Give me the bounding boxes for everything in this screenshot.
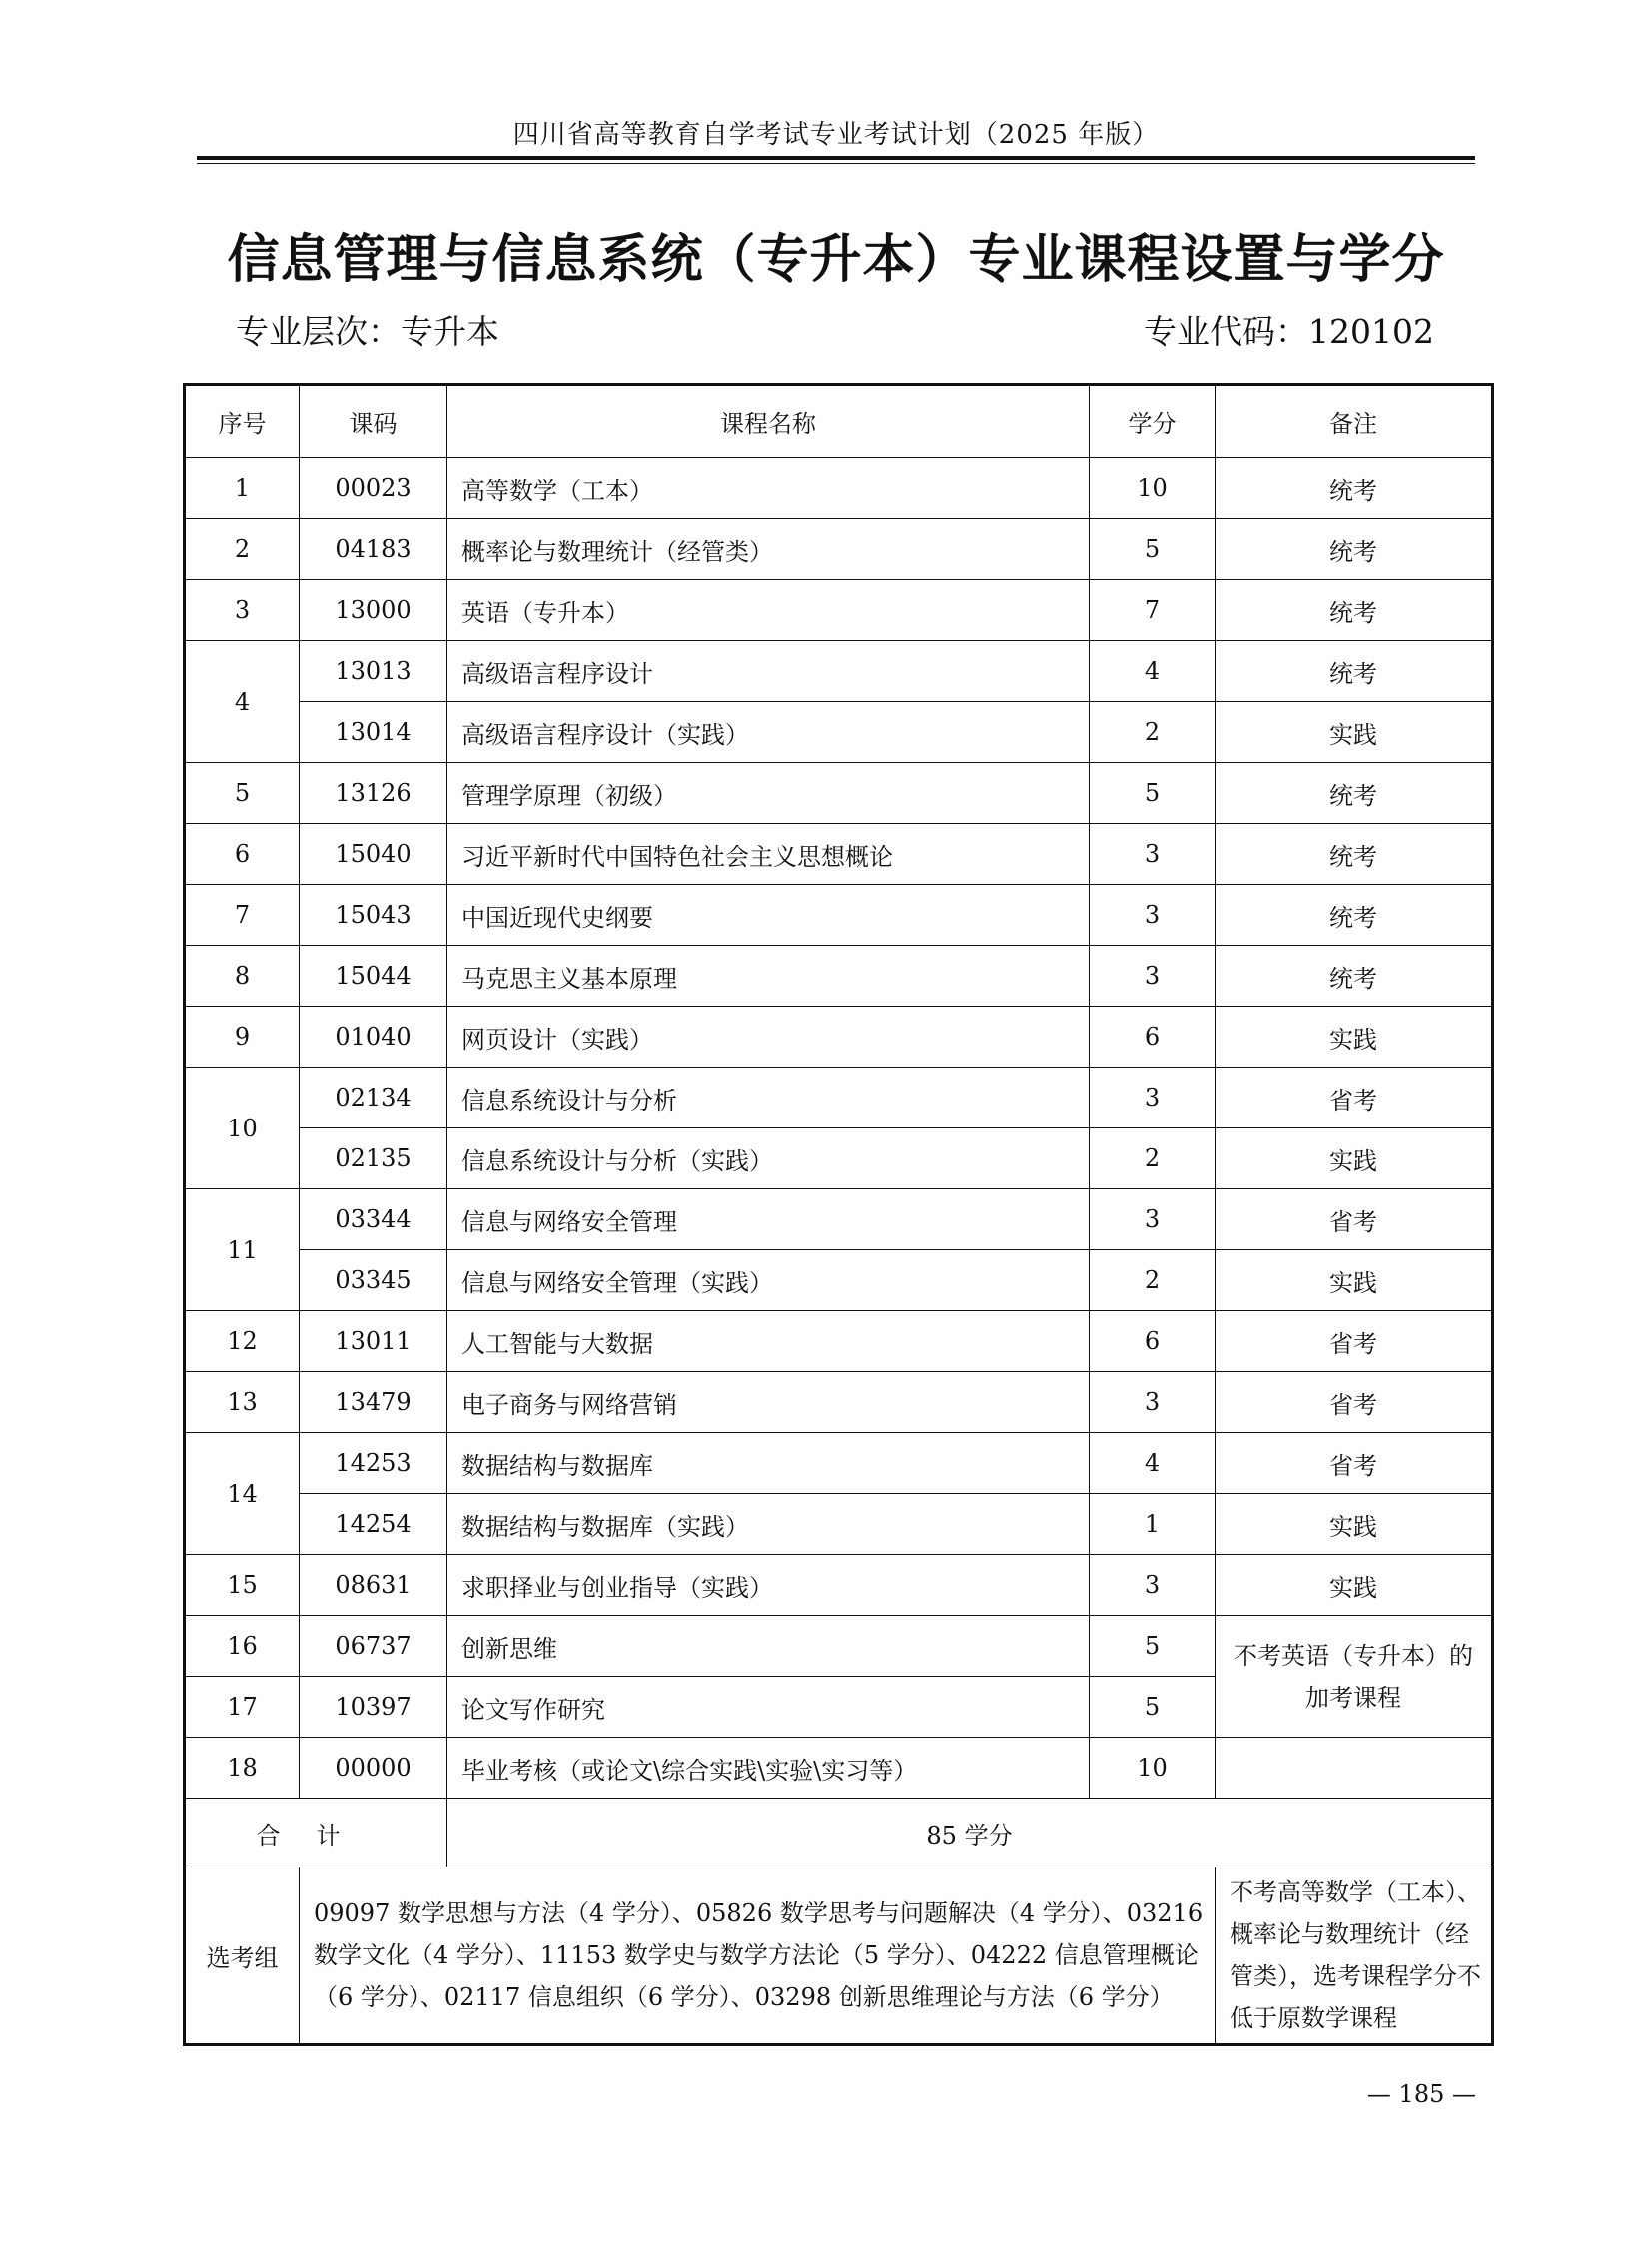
table-row [185, 1007, 1493, 1068]
note-cell: 实践 [1216, 1007, 1493, 1068]
elective-label: 选考组 [185, 1868, 300, 2045]
name-cell: 求职择业与创业指导（实践） [447, 1555, 1090, 1616]
credits-cell: 3 [1090, 1068, 1216, 1128]
code-cell: 02134 [300, 1068, 447, 1128]
code-cell: 13000 [300, 580, 447, 641]
name-cell: 电子商务与网络营销 [447, 1372, 1090, 1433]
code-cell: 15040 [300, 824, 447, 885]
credits-cell: 2 [1090, 702, 1216, 763]
table-row [185, 1738, 1493, 1799]
column-header-credits: 学分 [1090, 385, 1216, 458]
credits-cell: 10 [1090, 1738, 1216, 1799]
code-cell: 14253 [300, 1433, 447, 1494]
table-row [185, 946, 1493, 1007]
credits-cell: 5 [1090, 1677, 1216, 1738]
table-row [185, 702, 1493, 763]
column-header-code: 课码 [300, 385, 447, 458]
major-level-value: 专升本 [401, 312, 499, 351]
table-row [185, 580, 1493, 641]
seq-cell: 1 [185, 458, 300, 519]
note-cell: 统考 [1216, 519, 1493, 580]
table-row [185, 1433, 1493, 1494]
credits-cell: 7 [1090, 580, 1216, 641]
code-cell: 10397 [300, 1677, 447, 1738]
seq-cell: 6 [185, 824, 300, 885]
note-cell: 省考 [1216, 1311, 1493, 1372]
table-row [185, 763, 1493, 824]
code-cell: 15044 [300, 946, 447, 1007]
column-header-name: 课程名称 [447, 385, 1090, 458]
credits-cell: 5 [1090, 763, 1216, 824]
page-number: — 185 — [1366, 2080, 1476, 2108]
table-row [185, 458, 1493, 519]
name-cell: 高级语言程序设计 [447, 641, 1090, 702]
name-cell: 管理学原理（初级） [447, 763, 1090, 824]
seq-cell: 8 [185, 946, 300, 1007]
seq-cell: 13 [185, 1372, 300, 1433]
credits-cell: 1 [1090, 1494, 1216, 1555]
elective-row [185, 1868, 1493, 2045]
seq-cell: 12 [185, 1311, 300, 1372]
table-row [185, 1068, 1493, 1128]
code-cell: 13126 [300, 763, 447, 824]
seq-cell: 18 [185, 1738, 300, 1799]
course-table [183, 383, 1494, 2046]
code-cell: 06737 [300, 1616, 447, 1677]
seq-cell: 2 [185, 519, 300, 580]
credits-cell: 5 [1090, 1616, 1216, 1677]
note-cell: 统考 [1216, 946, 1493, 1007]
note-cell: 实践 [1216, 1128, 1493, 1189]
note-cell: 统考 [1216, 458, 1493, 519]
name-cell: 高等数学（工本） [447, 458, 1090, 519]
note-cell: 省考 [1216, 1433, 1493, 1494]
credits-cell: 3 [1090, 1189, 1216, 1250]
total-label: 合计 [185, 1799, 447, 1868]
credits-cell: 3 [1090, 1372, 1216, 1433]
major-level-label: 专业层次： [236, 312, 401, 351]
code-cell: 13013 [300, 641, 447, 702]
note-cell: 省考 [1216, 1068, 1493, 1128]
elective-courses: 09097 数学思想与方法（4 学分）、05826 数学思考与问题解决（4 学分）、03216 数学文化（4 学分）、11153 数学史与数学方法论（5 学分）、04222 信息管理概论（6 学分）、02117 信息组织（6 学分）、03298 创新思维理论与方法（6 学分） [300, 1868, 1216, 2045]
name-cell: 毕业考核（或论文\综合实践\实验\实习等） [447, 1738, 1090, 1799]
seq-cell: 5 [185, 763, 300, 824]
name-cell: 习近平新时代中国特色社会主义思想概论 [447, 824, 1090, 885]
note-cell-merged: 不考英语（专升本）的加考课程 [1216, 1616, 1493, 1738]
name-cell: 信息与网络安全管理 [447, 1189, 1090, 1250]
note-cell: 实践 [1216, 702, 1493, 763]
seq-cell: 16 [185, 1616, 300, 1677]
credits-cell: 3 [1090, 885, 1216, 946]
meta-row [236, 310, 1434, 354]
code-cell: 00000 [300, 1738, 447, 1799]
name-cell: 信息与网络安全管理（实践） [447, 1250, 1090, 1311]
credits-cell: 4 [1090, 641, 1216, 702]
code-cell: 01040 [300, 1007, 447, 1068]
table-row [185, 1311, 1493, 1372]
seq-cell: 17 [185, 1677, 300, 1738]
table-header-row [185, 385, 1493, 458]
page-title: 信息管理与信息系统（专升本）专业课程设置与学分 [227, 230, 1445, 290]
table-row [185, 1494, 1493, 1555]
table-row [185, 1128, 1493, 1189]
code-cell: 15043 [300, 885, 447, 946]
note-cell: 实践 [1216, 1250, 1493, 1311]
header-rule-thin [197, 163, 1475, 164]
table-row [185, 1372, 1493, 1433]
name-cell: 信息系统设计与分析 [447, 1068, 1090, 1128]
credits-cell: 5 [1090, 519, 1216, 580]
total-value: 85 学分 [447, 1799, 1493, 1868]
name-cell: 马克思主义基本原理 [447, 946, 1090, 1007]
seq-cell: 11 [185, 1189, 300, 1311]
running-header: 四川省高等教育自学考试专业考试计划（2025 年版） [512, 120, 1160, 150]
name-cell: 网页设计（实践） [447, 1007, 1090, 1068]
table-row [185, 1616, 1493, 1677]
column-header-note: 备注 [1216, 385, 1493, 458]
name-cell: 数据结构与数据库 [447, 1433, 1090, 1494]
note-cell: 统考 [1216, 580, 1493, 641]
major-code [1144, 310, 1434, 354]
name-cell: 创新思维 [447, 1616, 1090, 1677]
seq-cell: 14 [185, 1433, 300, 1555]
credits-cell: 4 [1090, 1433, 1216, 1494]
credits-cell: 10 [1090, 458, 1216, 519]
name-cell: 英语（专升本） [447, 580, 1090, 641]
code-cell: 13011 [300, 1311, 447, 1372]
table-row [185, 885, 1493, 946]
note-cell: 统考 [1216, 641, 1493, 702]
note-cell: 实践 [1216, 1494, 1493, 1555]
credits-cell: 2 [1090, 1250, 1216, 1311]
table-row [185, 824, 1493, 885]
credits-cell: 3 [1090, 946, 1216, 1007]
major-level [236, 310, 499, 354]
credits-cell: 3 [1090, 1555, 1216, 1616]
seq-cell: 7 [185, 885, 300, 946]
note-cell: 省考 [1216, 1372, 1493, 1433]
note-cell [1216, 1738, 1493, 1799]
table-row [185, 1555, 1493, 1616]
note-cell: 统考 [1216, 824, 1493, 885]
header-rule [197, 156, 1475, 160]
name-cell: 人工智能与大数据 [447, 1311, 1090, 1372]
name-cell: 论文写作研究 [447, 1677, 1090, 1738]
credits-cell: 3 [1090, 824, 1216, 885]
elective-note: 不考高等数学（工本）、概率论与数理统计（经管类），选考课程学分不低于原数学课程 [1216, 1868, 1493, 2045]
code-cell: 03345 [300, 1250, 447, 1311]
credits-cell: 6 [1090, 1007, 1216, 1068]
seq-cell: 3 [185, 580, 300, 641]
code-cell: 03344 [300, 1189, 447, 1250]
code-cell: 00023 [300, 458, 447, 519]
major-code-value: 120102 [1308, 312, 1434, 351]
seq-cell: 10 [185, 1068, 300, 1189]
seq-cell: 15 [185, 1555, 300, 1616]
credits-cell: 2 [1090, 1128, 1216, 1189]
note-cell: 实践 [1216, 1555, 1493, 1616]
name-cell: 高级语言程序设计（实践） [447, 702, 1090, 763]
seq-cell: 9 [185, 1007, 300, 1068]
code-cell: 08631 [300, 1555, 447, 1616]
note-cell: 统考 [1216, 763, 1493, 824]
major-code-label: 专业代码： [1144, 312, 1309, 351]
note-cell: 省考 [1216, 1189, 1493, 1250]
name-cell: 信息系统设计与分析（实践） [447, 1128, 1090, 1189]
table-row [185, 1189, 1493, 1250]
table-row [185, 641, 1493, 702]
table-row [185, 1250, 1493, 1311]
total-row [185, 1799, 1493, 1868]
seq-cell: 4 [185, 641, 300, 763]
column-header-seq: 序号 [185, 385, 300, 458]
code-cell: 02135 [300, 1128, 447, 1189]
code-cell: 13014 [300, 702, 447, 763]
code-cell: 13479 [300, 1372, 447, 1433]
name-cell: 概率论与数理统计（经管类） [447, 519, 1090, 580]
name-cell: 中国近现代史纲要 [447, 885, 1090, 946]
note-cell: 统考 [1216, 885, 1493, 946]
credits-cell: 6 [1090, 1311, 1216, 1372]
code-cell: 14254 [300, 1494, 447, 1555]
code-cell: 04183 [300, 519, 447, 580]
table-row [185, 519, 1493, 580]
name-cell: 数据结构与数据库（实践） [447, 1494, 1090, 1555]
